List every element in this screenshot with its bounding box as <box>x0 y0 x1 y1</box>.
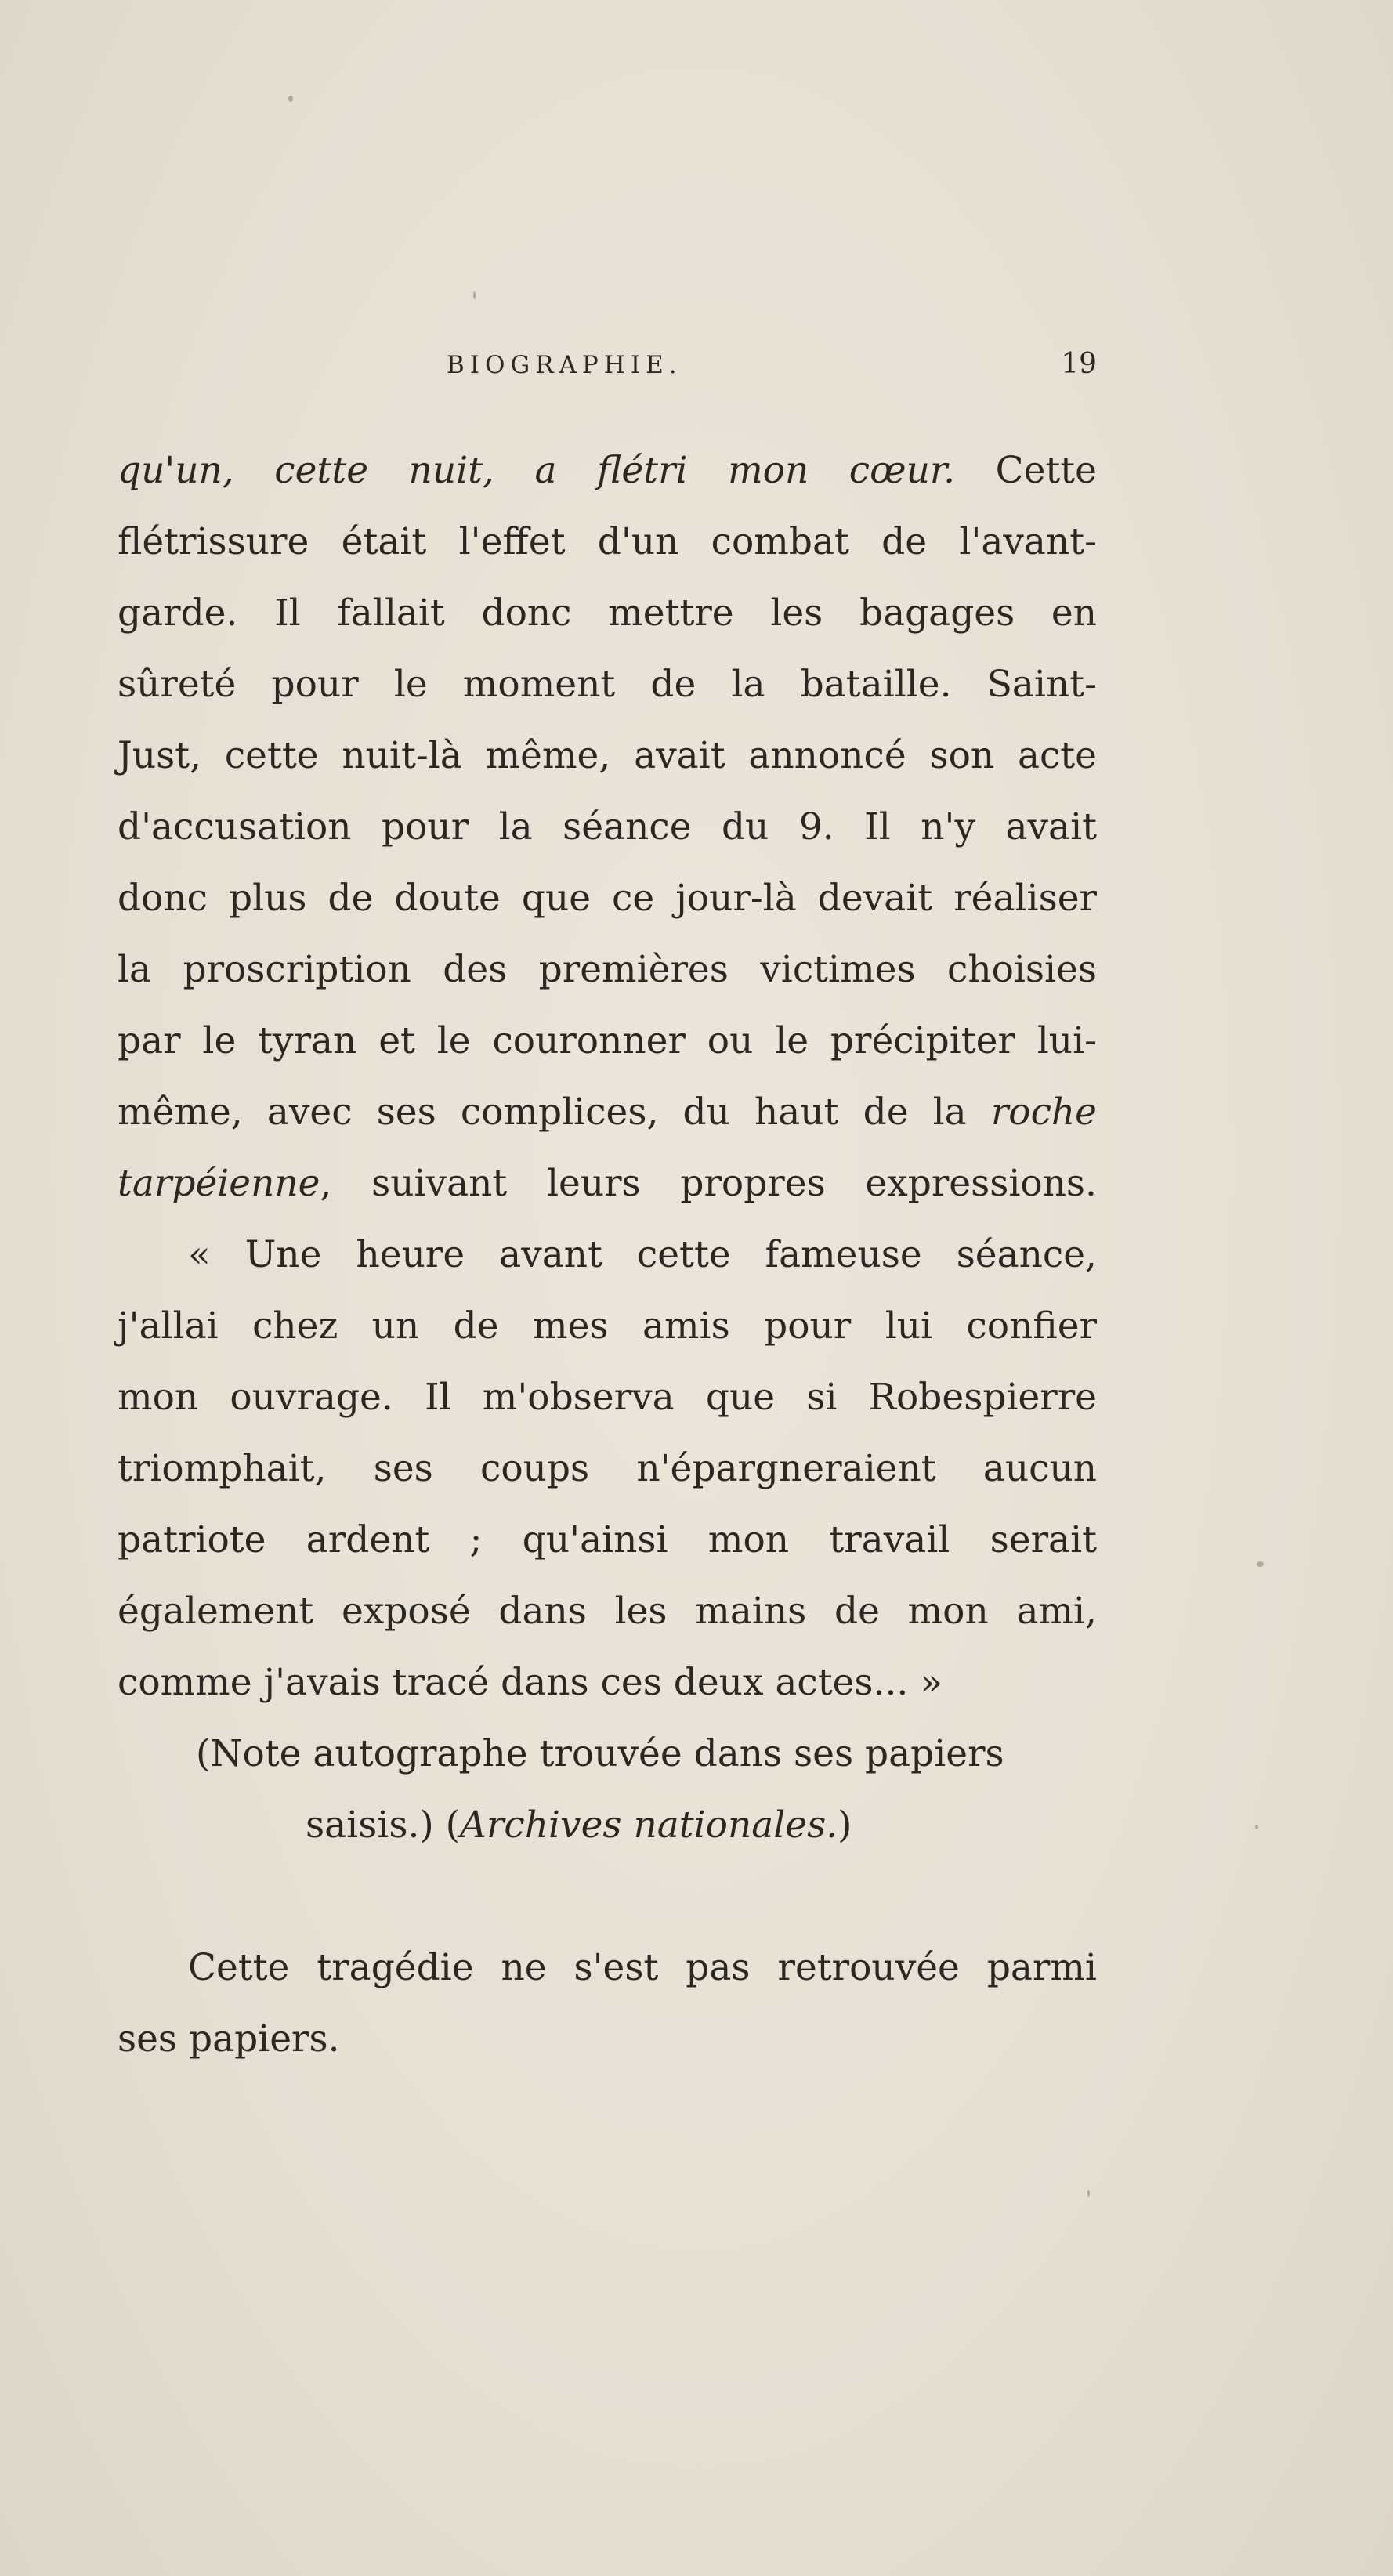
text-line: garde. Il fallait donc mettre les bagages en <box>118 592 1097 635</box>
closing-line: Cette tragédie ne s'est pas retrouvée parmi <box>188 1946 1097 1989</box>
text-line: mon ouvrage. Il m'observa que si Robespierre <box>118 1376 1097 1419</box>
source-note-line: saisis.) (Archives nationales.) <box>306 1804 852 1847</box>
page-number: 19 <box>1061 348 1097 380</box>
text-line: tarpéienne, suivant leurs propres expressions. <box>118 1162 1097 1205</box>
text-line: comme j'avais tracé dans ces deux actes... » <box>118 1661 943 1704</box>
text-line: la proscription des premières victimes choisies <box>118 948 1097 991</box>
paper-speck <box>1257 1561 1264 1567</box>
italic-quote: qu'un, cette nuit, a flétri mon cœur. <box>118 449 956 492</box>
text-line: par le tyran et le couronner ou le précipiter lui- <box>118 1019 1097 1062</box>
italic-term: tarpéienne <box>118 1162 320 1205</box>
text-line: « Une heure avant cette fameuse séance, <box>188 1233 1097 1276</box>
closing-line: ses papiers. <box>118 2017 340 2060</box>
text-line: j'allai chez un de mes amis pour lui confier <box>118 1304 1097 1348</box>
running-title: BIOGRAPHIE. <box>447 351 682 379</box>
text-line: également exposé dans les mains de mon ami, <box>118 1590 1097 1633</box>
text-line: sûreté pour le moment de la bataille. Saint- <box>118 663 1097 706</box>
text-line: même, avec ses complices, du haut de la roche <box>118 1091 1097 1134</box>
text-line: flétrissure était l'effet d'un combat de l'avant- <box>118 520 1097 563</box>
paper-speck <box>473 291 476 299</box>
running-head <box>118 348 1097 390</box>
source-note-line: (Note autographe trouvée dans ses papiers <box>196 1732 1004 1775</box>
body-text <box>118 435 1097 2075</box>
paragraph-gap <box>118 1861 1097 1932</box>
paper-speck <box>288 96 293 102</box>
text-line: patriote ardent ; qu'ainsi mon travail serait <box>118 1518 1097 1561</box>
text-line: triomphait, ses coups n'épargneraient aucun <box>118 1447 1097 1490</box>
text-line: Just, cette nuit-là même, avait annoncé son acte <box>118 734 1097 777</box>
text-line: qu'un, cette nuit, a flétri mon cœur. Cette <box>118 449 1097 492</box>
italic-source: Archives nationales. <box>460 1804 838 1847</box>
text-line: donc plus de doute que ce jour-là devait réaliser <box>118 877 1097 920</box>
text-line: d'accusation pour la séance du 9. Il n'y avait <box>118 805 1097 848</box>
paper-speck <box>1255 1825 1258 1829</box>
paper-speck <box>1087 2190 1090 2197</box>
italic-term: roche <box>990 1091 1097 1134</box>
